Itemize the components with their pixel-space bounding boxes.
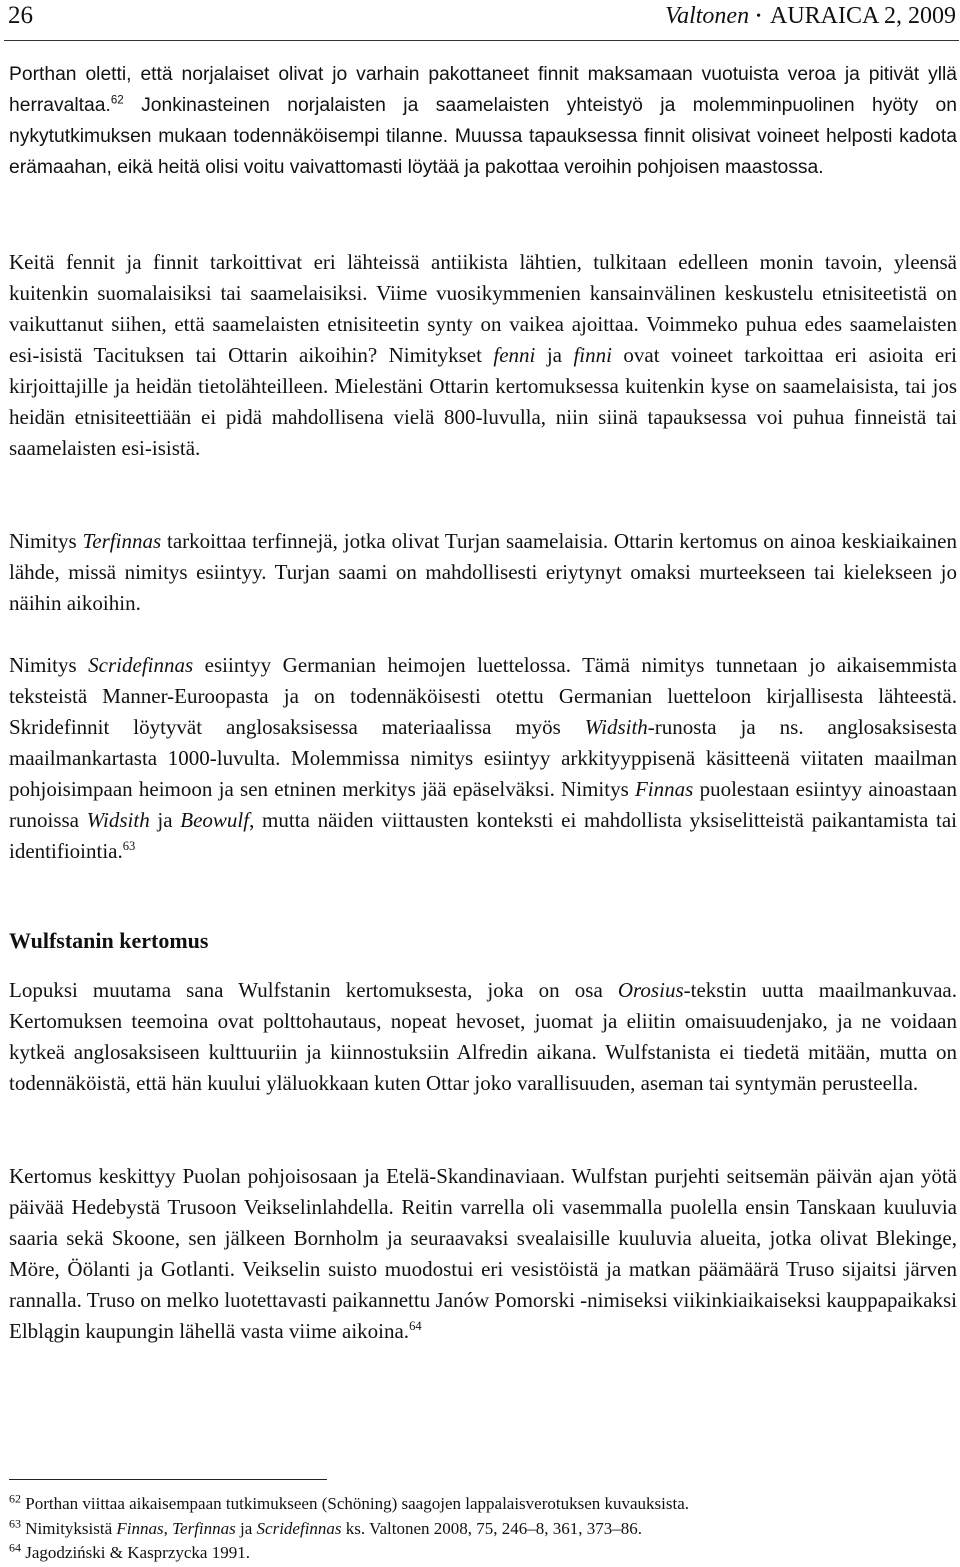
- footnote-ref-64: 64: [409, 1319, 422, 1333]
- footnote-62: $^{62}$ Porthan viittaa aikaisempaan tutkimukseen (Schöning) saagojen lappalaisverotuksen kuvauksista.: [9, 1491, 690, 1513]
- section-heading: Wulfstanin kertomus: [9, 928, 209, 953]
- header-author: Valtonen: [665, 3, 750, 29]
- page-number: 26: [8, 2, 33, 29]
- paragraph-2: Keitä fennit ja finnit tarkoittivat eri lähteissä antiikista lähtien, tulkitaan edelleen monin tavoin, yleensä kuitenkin suomalaisiksi tai saamelaisiksi. Viime vuosikymmenien kansainvälinen keskustelu etnisiteetistä on vaikuttanut siihen, että saamelaisten etnisiteetin synty on vaikea ajoittaa. Voimmeko puhua edes saamelaisten esi-isistä Tacituksen tai Ottarin aikoihin? Nimitykset fenni ja finni ovat voineet tarkoittaa eri asioita eri kirjoittajille ja heidän tietolähteilleen. Mielestäni Ottarin kertomuksessa kuitenkin kyse on saamelaisista, tai jos heidän etnisiteettiään ei pidä mahdollisena vielä 800-luvulla, niin siinä tapauksessa voi puhua finneistä tai saamelaisten esi-isistä.: [9, 250, 957, 460]
- footnote-64: $^{64}$ Jagodziński & Kasprzycka 1991.: [9, 1540, 250, 1562]
- paragraph-6: Kertomus keskittyy Puolan pohjoisosaan ja Etelä-Skandinaviaan. Wulfstan purjehti seitsemän päivän ajan yötä päivää Hedebystä Trusoon Veikselinlahdella. Reitin varrella oli vasemmalla puolella ensin Tanskaan kuuluvia saaria sekä Skoone, sen jälkeen Bornholm ja seuraavaksi svealaisille kuuluvia alueita, jotka olivat Blekinge, Möre, Öölanti ja Gotlanti. Veikselin suisto muodostui eri vesistöistä ja matkan päämäärä Truso sijaitsi järven rannalla. Truso on melko luotettavasti paikannettu Janów Pomorski -nimiseksi viikinkiaikaiseksi kauppapaikaksi Elblągin kaupungin lähellä vasta viime aikoina.$^{64}$: [9, 1164, 957, 1343]
- paragraph-5: Lopuksi muutama sana Wulfstanin kertomuksesta, joka on osa Orosius-tekstin uutta maailmankuvaa. Kertomuksen teemoina ovat polttohautaus, nopeat hevoset, juomat ja eliitin omaisuudenjako, ja ne voidaan kytkeä anglosaksiseen kulttuuriin ja kiinnostuksiin Alfredin aikana. Wulfstanista ei tiedetä mitään, mutta on todennäköistä, että hän kuului yläluokkaan kuten Ottar joko varallisuuden, aseman tai syntymän perusteella.: [9, 978, 957, 1095]
- footnote-ref-62: 62: [110, 94, 124, 107]
- running-header: [665, 3, 956, 30]
- header-rule: [4, 40, 959, 41]
- header-journal: AURAICA 2, 2009: [769, 3, 956, 29]
- footnote-ref-63: 63: [122, 839, 136, 853]
- paragraph-1: Porthan oletti, että norjalaiset olivat jo varhain pakottaneet finnit maksamaan vuotuista veroa ja pitivät yllä herravaltaa.$^{62}$ Jonkinasteinen norjalaisten ja saamelaisten yhteistyö ja molemminpuolinen hyöty on nykytutkimuksen mukaan todennäköisempi tilanne. Muussa tapauksessa finnit olisivat voineet helposti kadota erämaahan, eikä heitä olisi voitu vaivattomasti löytää ja pakottaa veroihin pohjoisen maastossa.: [9, 64, 957, 178]
- footnote-63: $^{63}$ Nimityksistä Finnas, Terfinnas ja Scridefinnas ks. Valtonen 2008, 75, 246–8, 361, 373–86.: [9, 1516, 643, 1538]
- header-bullet: •: [756, 9, 761, 25]
- footnote-rule: [9, 1479, 327, 1480]
- paragraph-3: Nimitys Terfinnas tarkoittaa terfinnejä, jotka olivat Turjan saamelaisia. Ottarin kertomus on ainoa keskiaikainen lähde, missä nimitys esiintyy. Turjan saami on mahdollisesti eriytynyt omaksi murteekseen tai kielekseen jo näihin aikoihin.: [9, 529, 957, 615]
- paragraph-4: Nimitys Scridefinnas esiintyy Germanian heimojen luettelossa. Tämä nimitys tunnetaan jo aikaisemmista teksteistä Manner-Euroopasta ja on todennäköisesti otettu Germanian luetteloon kirjallisesta lähteestä. Skridefinnit löytyvät anglosaksisessa materiaalissa myös Widsith-runosta ja ns. anglosaksisesta maailmankartasta 1000-luvulta. Molemmissa nimitys esiintyy arkkityyppisenä käsitteenä viitaten maailman pohjoisimpaan heimoon ja sen etninen merkitys jää epäselväksi. Nimitys Finnas puolestaan esiintyy ainoastaan runoissa Widsith ja Beowulf, mutta näiden viittausten konteksti ei mahdollista yksiselitteistä paikantamista tai identifiointia.$^{63}$: [9, 653, 958, 863]
